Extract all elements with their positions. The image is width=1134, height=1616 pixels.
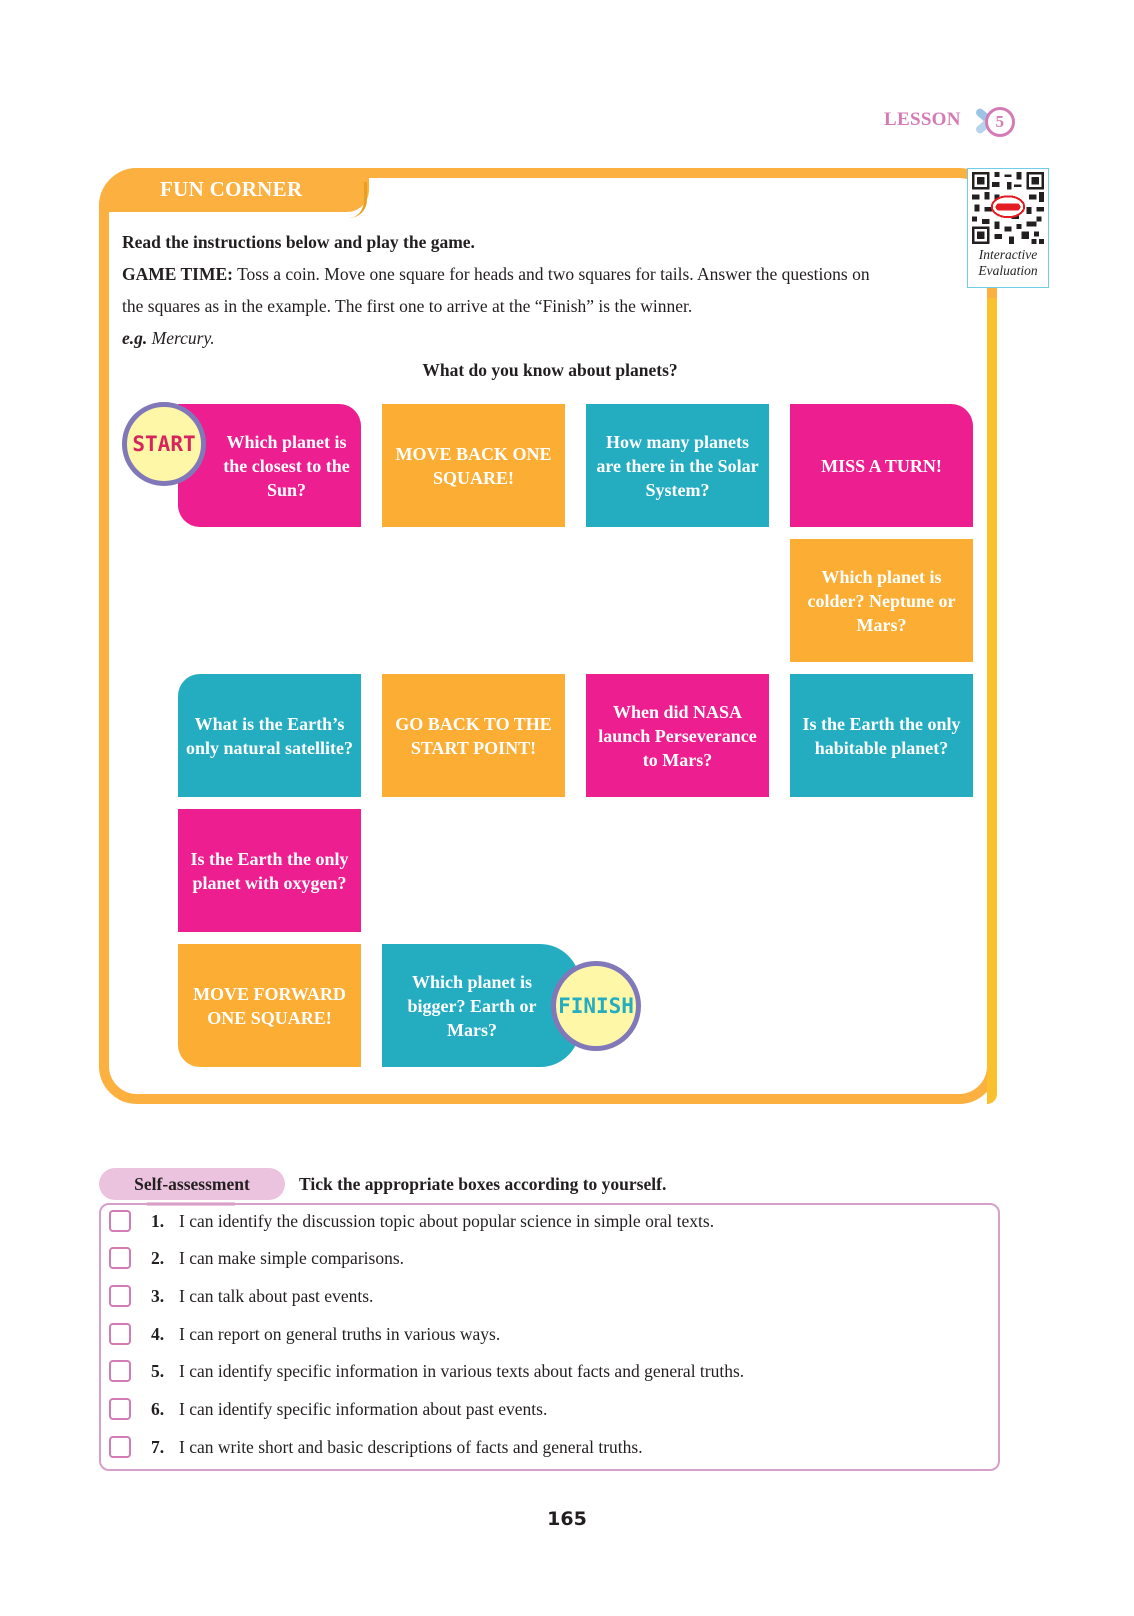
game-square-4: MISS A TURN! <box>790 404 973 527</box>
assessment-text: I can identify specific information in various texts about facts and general truths. <box>179 1360 745 1381</box>
assessment-checkbox-7[interactable] <box>109 1436 131 1458</box>
assessment-item-6 <box>109 1394 547 1424</box>
assessment-text: I can report on general truths in various ways. <box>179 1323 501 1344</box>
assessment-checkbox-2[interactable] <box>109 1247 131 1269</box>
qr-caption-line1: Interactive <box>978 247 1038 262</box>
game-square-5: Which planet is colder? Neptune or Mars? <box>790 539 973 662</box>
assessment-item-5 <box>109 1356 744 1386</box>
assessment-text: I can talk about past events. <box>179 1285 374 1306</box>
game-square-11: MOVE FORWARD ONE SQUARE! <box>178 944 361 1067</box>
assessment-checkbox-3[interactable] <box>109 1285 131 1307</box>
assessment-text: I can identify specific information about past events. <box>179 1398 548 1419</box>
game-square-12: Which planet is bigger? Earth or Mars? <box>382 944 580 1067</box>
assessment-item-3 <box>109 1281 373 1311</box>
lesson-number-badge <box>963 103 1013 137</box>
lesson-label: LESSON <box>884 109 961 130</box>
assessment-item-7 <box>109 1432 643 1462</box>
game-time-label: GAME TIME: <box>122 264 233 284</box>
game-question-title: What do you know about planets? <box>422 360 678 380</box>
game-square-1: Which planet is the closest to the Sun? <box>178 404 361 527</box>
game-time-paragraph <box>122 258 870 290</box>
game-instruction: Read the instructions below and play the game. <box>122 232 475 252</box>
fun-corner-title: FUN CORNER <box>160 177 303 201</box>
lesson-number: 5 <box>985 107 1015 137</box>
example-text: Mercury. <box>151 328 215 348</box>
assessment-number: 1. <box>151 1210 165 1231</box>
assessment-item-2 <box>109 1243 404 1273</box>
page-number: 165 <box>547 1508 587 1530</box>
assessment-number: 6. <box>151 1398 165 1419</box>
assessment-text: I can make simple comparisons. <box>179 1247 405 1268</box>
assessment-checkbox-1[interactable] <box>109 1210 131 1232</box>
assessment-checkbox-5[interactable] <box>109 1360 131 1382</box>
game-square-10: Is the Earth the only planet with oxygen? <box>178 809 361 932</box>
finish-badge: FINISH <box>551 961 641 1051</box>
assessment-text: I can write short and basic descriptions of facts and general truths. <box>179 1436 643 1457</box>
assessment-checkbox-4[interactable] <box>109 1323 131 1345</box>
game-square-2: MOVE BACK ONE SQUARE! <box>382 404 565 527</box>
self-assessment-instruction: Tick the appropriate boxes according to yourself. <box>299 1173 667 1194</box>
self-assessment-label: Self-assessment <box>99 1168 285 1200</box>
assessment-number: 2. <box>151 1247 165 1268</box>
game-time-text-line2: the squares as in the example. The first one to arrive at the “Finish” is the winner. <box>122 296 693 316</box>
example-line <box>122 322 215 354</box>
assessment-number: 3. <box>151 1285 165 1306</box>
assessment-checkbox-6[interactable] <box>109 1398 131 1420</box>
qr-code-icon <box>972 172 1044 244</box>
qr-caption <box>968 247 1048 279</box>
assessment-item-1 <box>109 1206 714 1236</box>
assessment-number: 4. <box>151 1323 165 1344</box>
game-square-3: How many planets are there in the Solar System? <box>586 404 769 527</box>
lesson-tag <box>884 104 1013 136</box>
example-label: e.g. <box>122 328 148 348</box>
start-badge: START <box>122 402 206 486</box>
assessment-text: I can identify the discussion topic about popular science in simple oral texts. <box>179 1210 715 1231</box>
assessment-number: 5. <box>151 1360 165 1381</box>
game-time-text-line1: Toss a coin. Move one square for heads and two squares for tails. Answer the questions on <box>237 264 870 284</box>
game-square-8: GO BACK TO THE START POINT! <box>382 674 565 797</box>
assessment-item-4 <box>109 1319 500 1349</box>
assessment-number: 7. <box>151 1436 165 1457</box>
qr-caption-line2: Evaluation <box>978 263 1038 278</box>
game-square-7: When did NASA launch Perseverance to Mars? <box>586 674 769 797</box>
game-square-6: Is the Earth the only habitable planet? <box>790 674 973 797</box>
game-square-9: What is the Earth’s only natural satellite? <box>178 674 361 797</box>
qr-evaluation-link[interactable] <box>967 168 1049 288</box>
